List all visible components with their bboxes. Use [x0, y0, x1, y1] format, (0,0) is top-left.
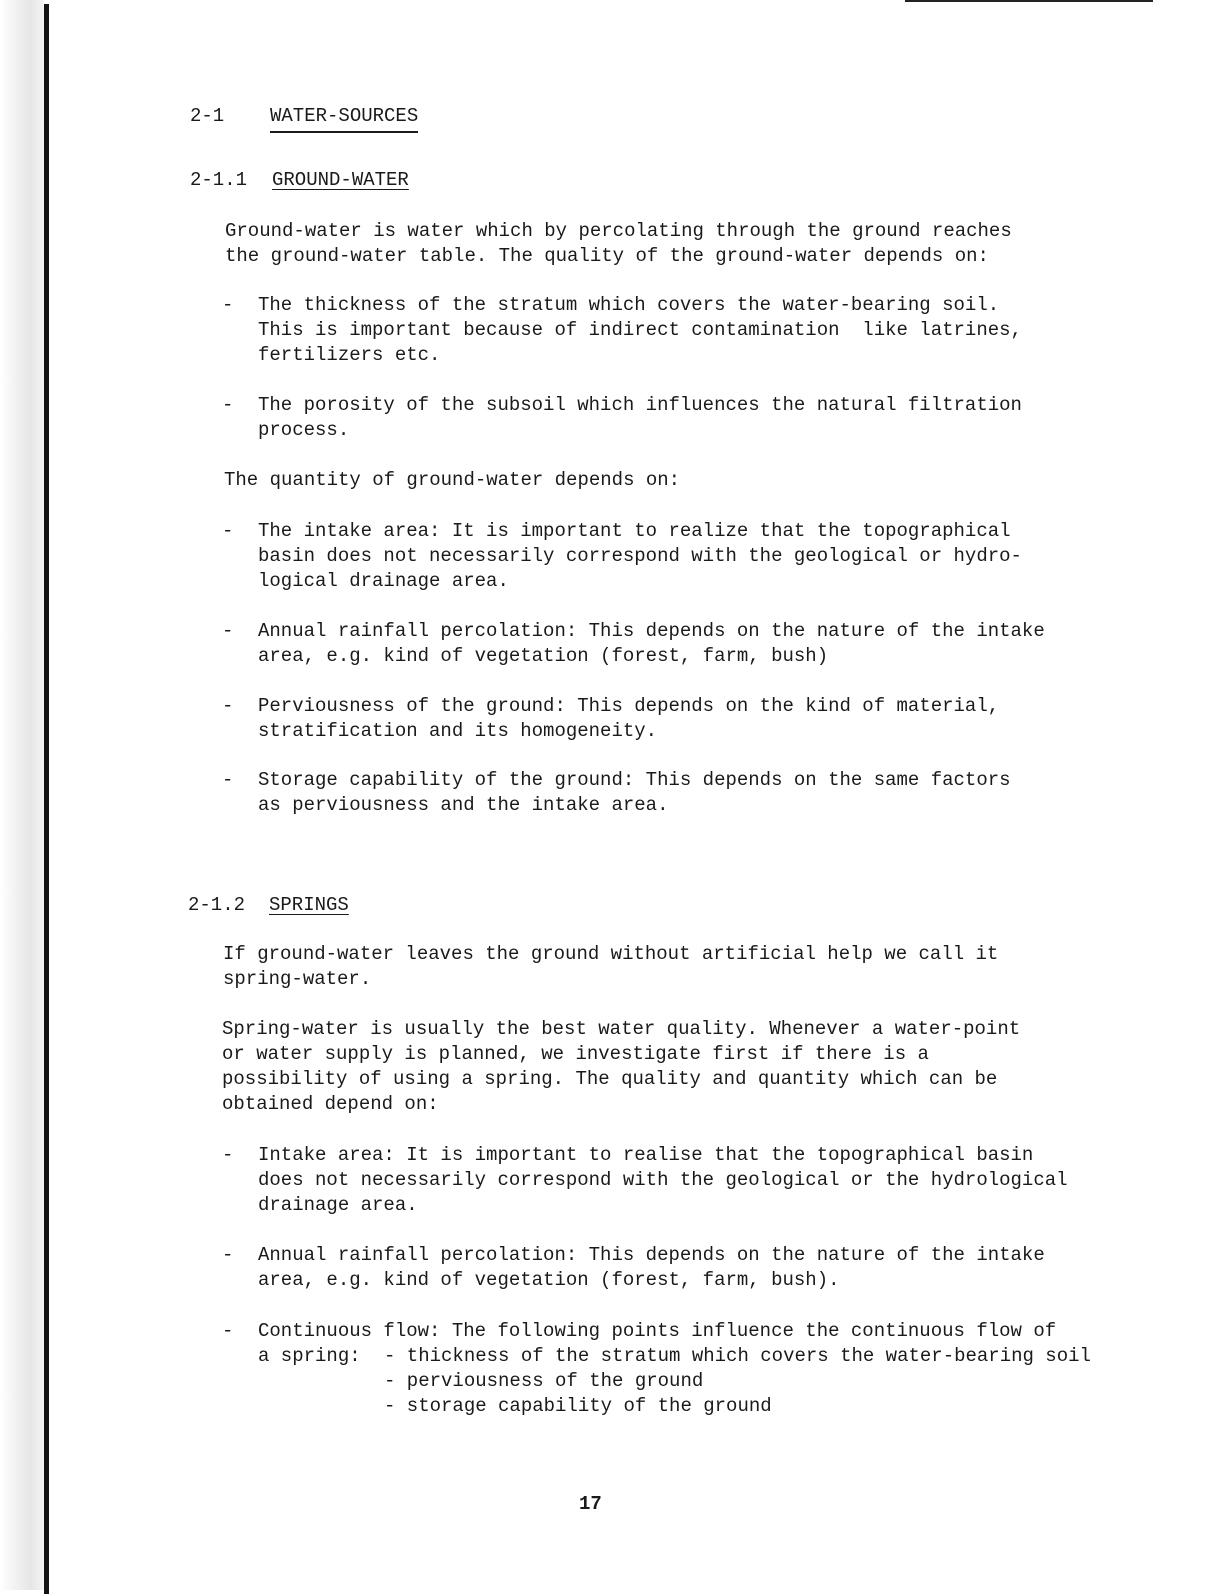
ground-water-number: 2-1.1	[190, 169, 248, 191]
section-number: 2-1	[190, 105, 225, 127]
bullet-dash: -	[222, 394, 234, 416]
page-number: 17	[579, 1493, 602, 1515]
bullet-dash: -	[222, 520, 234, 542]
list-item-text: The intake area: It is important to realize that the topographical basin does not necessarily correspond with the geological or hydro- logical drainage area.	[258, 520, 1022, 592]
bullet-dash: -	[222, 769, 234, 791]
bullet-dash: -	[222, 1144, 234, 1166]
springs-number: 2-1.2	[188, 894, 246, 916]
springs-paragraph-2: Spring-water is usually the best water quality. Whenever a water-point or water supply is planned, we investigate first if there is a possibility of using a spring. The quality and quantity which can be obtained depend on:	[222, 1018, 1021, 1115]
bullet-dash: -	[222, 1320, 234, 1342]
list-item-text: Intake area: It is important to realise that the topographical basin does not necessarily correspond with the geological or the hydrological drainage area.	[258, 1144, 1068, 1216]
continuous-flow-points: - thickness of the stratum which covers the water-bearing soil - perviousness of the ground - storage capability of the ground	[384, 1345, 1091, 1417]
ground-water-title: GROUND-WATER	[272, 169, 409, 191]
list-item-text: Annual rainfall percolation: This depends on the nature of the intake area, e.g. kind of vegetation (forest, farm, bush).	[258, 1244, 1045, 1291]
bullet-dash: -	[222, 620, 234, 642]
scan-margin-shading	[0, 0, 44, 1590]
section-title: WATER-SOURCES	[270, 104, 418, 133]
springs-title: SPRINGS	[269, 894, 349, 916]
list-item-text: The thickness of the stratum which covers the water-bearing soil. This is important because of indirect contamination like latrines, fertilizers etc.	[258, 294, 1022, 366]
ground-water-intro: Ground-water is water which by percolating through the ground reaches the ground-water table. The quality of the ground-water depends on:	[225, 220, 1012, 267]
list-item-text: Storage capability of the ground: This depends on the same factors as perviousness and the intake area.	[258, 769, 1011, 816]
section-heading	[270, 104, 418, 133]
list-item-text: Annual rainfall percolation: This depends on the nature of the intake area, e.g. kind of vegetation (forest, farm, bush)	[258, 620, 1045, 667]
list-item-text: Continuous flow: The following points influence the continuous flow of a spring:	[258, 1320, 1057, 1367]
bullet-dash: -	[222, 695, 234, 717]
scan-top-rule	[905, 0, 1153, 2]
list-item-text: Perviousness of the ground: This depends on the kind of material, stratification and its homogeneity.	[258, 695, 1000, 742]
springs-paragraph-1: If ground-water leaves the ground without artificial help we call it spring-water.	[223, 943, 999, 990]
bullet-dash: -	[222, 294, 234, 316]
quantity-intro: The quantity of ground-water depends on:	[224, 469, 681, 491]
list-item-text: The porosity of the subsoil which influences the natural filtration process.	[258, 394, 1022, 441]
scan-binding-edge	[44, 4, 49, 1594]
bullet-dash: -	[222, 1244, 234, 1266]
